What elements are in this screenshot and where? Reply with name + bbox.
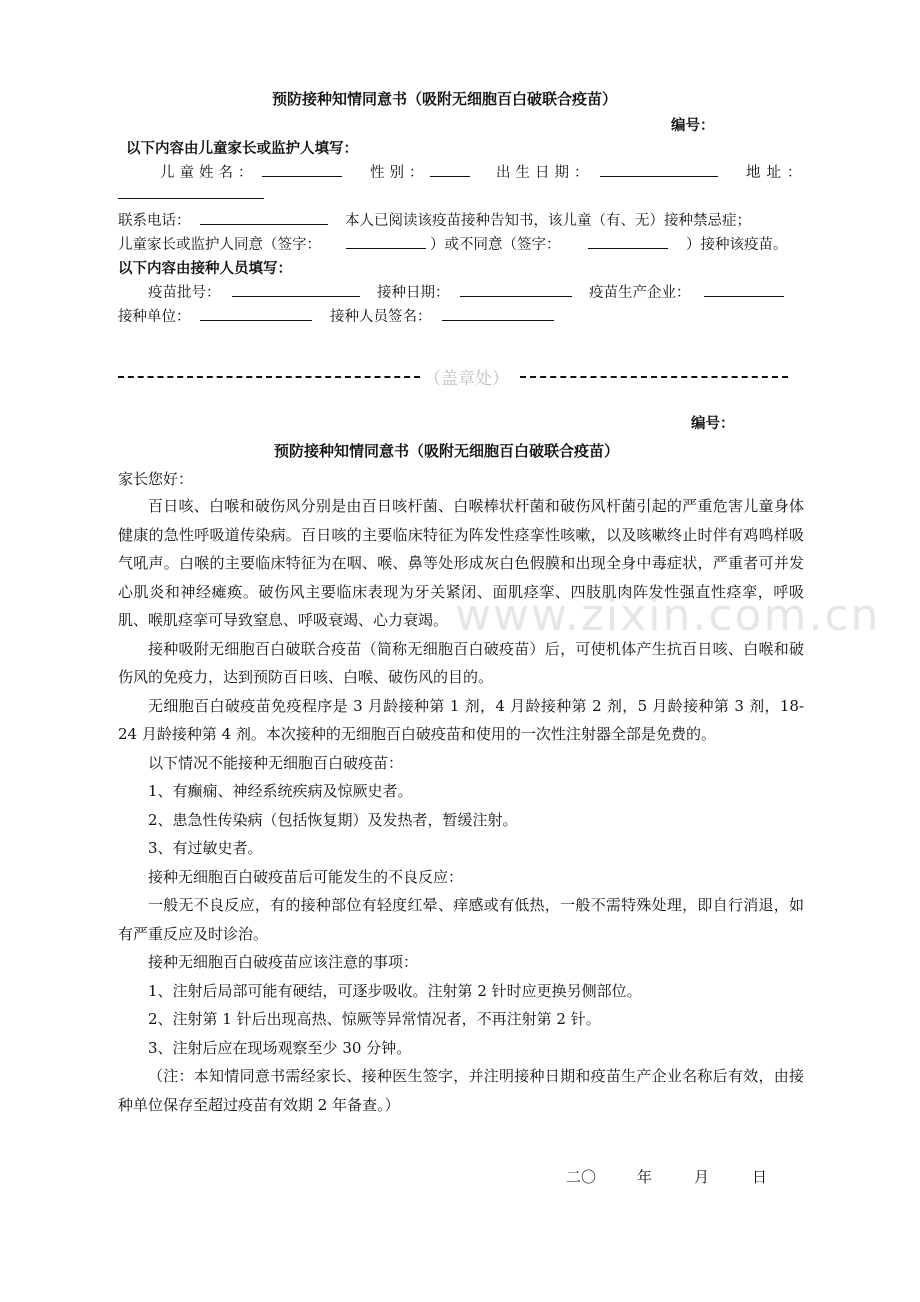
- consent-prefix: 儿童家长或监护人同意（签字：: [118, 237, 321, 253]
- date-year-prefix: 二〇: [566, 1168, 597, 1186]
- birth-date-label: 出生日期：: [496, 165, 594, 181]
- stamp-area: （盖章处）: [424, 369, 509, 389]
- notice-title: 预防接种知情同意书（吸附无细胞百白破联合疫苗）: [274, 442, 620, 460]
- staff-section-heading: 以下内容由接种人员填写：: [118, 260, 292, 277]
- date-day: 日: [752, 1168, 768, 1186]
- phone-label: 联系电话：: [118, 213, 191, 229]
- batch-field[interactable]: [232, 282, 360, 297]
- batch-label: 疫苗批号：: [148, 285, 221, 301]
- contraindication-item: 3、有过敏史者。: [148, 839, 263, 857]
- consent-suffix: ）接种该疫苗。: [686, 237, 788, 253]
- paragraph-reactions-heading: 接种无细胞百白破疫苗后可能发生的不良反应：: [148, 867, 464, 886]
- unit-field[interactable]: [200, 306, 312, 321]
- date-year: 年: [637, 1168, 653, 1186]
- consent-middle: ）或不同意（签字：: [430, 237, 561, 253]
- notice-body: [118, 492, 804, 1119]
- consent-signature-field[interactable]: [346, 234, 426, 249]
- form-number-label: 编号：: [671, 117, 715, 134]
- phone-field[interactable]: [200, 210, 328, 225]
- child-name-label: 儿童姓名：: [160, 165, 258, 181]
- vaccination-date-label: 接种日期：: [377, 285, 450, 301]
- contraindication-item: 2、患急性传染病（包括恢复期）及发热者，暂缓注射。: [148, 810, 518, 829]
- precaution-item: 3、注射后应在现场观察至少 30 分钟。: [148, 1038, 412, 1057]
- paragraph-precautions-heading: 接种无细胞百白破疫苗应该注意的事项：: [148, 953, 419, 971]
- staff-signature-field[interactable]: [442, 306, 554, 321]
- greeting: 家长您好：: [118, 470, 194, 488]
- birth-date-field[interactable]: [600, 162, 718, 177]
- guardian-section-heading: 以下内容由儿童家长或监护人填写：: [126, 140, 358, 157]
- unit-label: 接种单位：: [118, 309, 191, 325]
- vaccination-date-field[interactable]: [460, 282, 572, 297]
- notice-number-label: 编号：: [691, 415, 735, 432]
- contraindication-item: 1、有癫痫、神经系统疾病及惊厥史者。: [148, 782, 413, 800]
- manufacturer-field[interactable]: [704, 282, 784, 297]
- paragraph-reactions: 一般无不良反应，有的接种部位有轻度红晕、痒感或有低热，一般不需特殊处理，即自行消退，如有严重反应及时诊治。: [118, 896, 804, 943]
- child-name-field[interactable]: [262, 162, 342, 177]
- tear-line-right: [520, 376, 788, 378]
- address-label: 地址：: [746, 165, 808, 181]
- paragraph-schedule: 无细胞百白破疫苗免疫程序是 3 月龄接种第 1 剂，4 月龄接种第 2 剂，5 月龄接种第 3 剂，18-24 月龄接种第 4 剂。本次接种的无细胞百白破疫苗和使用的一次性注射器全部是免费的。: [118, 696, 804, 743]
- form-title: 预防接种知情同意书（吸附无细胞百白破联合疫苗）: [272, 90, 618, 108]
- tear-line-left: [118, 376, 420, 378]
- manufacturer-label: 疫苗生产企业：: [589, 285, 691, 301]
- watermark: www.zixin.com.cn: [455, 590, 881, 641]
- read-statement: 本人已阅读该疫苗接种告知书，该儿童（有、无）接种禁忌症；: [345, 213, 751, 229]
- paragraph-purpose: 接种吸附无细胞百白破联合疫苗（简称无细胞百白破疫苗）后，可使机体产生抗百日咳、白喉和破伤风的免疫力，达到预防百日咳、白喉、破伤风的目的。: [118, 639, 804, 686]
- precaution-item: 2、注射第 1 针后出现高热、惊厥等异常情况者，不再注射第 2 针。: [148, 1010, 601, 1028]
- staff-signature-label: 接种人员签名：: [330, 309, 432, 325]
- paragraph-note: （注：本知情同意书需经家长、接种医生签字，并注明接种日期和疫苗生产企业名称后有效，由接种单位保存至超过疫苗有效期 2 年备查。）: [118, 1067, 804, 1114]
- address-field[interactable]: [118, 184, 264, 199]
- date-month: 月: [694, 1168, 710, 1186]
- gender-label: 性别：: [370, 165, 429, 181]
- precaution-item: 1、注射后局部可能有硬结，可逐步吸收。注射第 2 针时应更换另侧部位。: [148, 981, 642, 1000]
- paragraph-contraindications-heading: 以下情况不能接种无细胞百白破疫苗：: [148, 753, 404, 772]
- gender-field[interactable]: [430, 162, 470, 177]
- refusal-signature-field[interactable]: [588, 234, 668, 249]
- paragraph-diseases: 百日咳、白喉和破伤风分别是由百日咳杆菌、白喉棒状杆菌和破伤风杆菌引起的严重危害儿童身体健康的急性呼吸道传染病。百日咳的主要临床特征为阵发性痉挛性咳嗽，以及咳嗽终止时伴有鸡鸣样吸气吼声。白喉的主要临床特征为在咽、喉、鼻等处形成灰白色假膜和出现全身中毒症状，严重者可并发心肌炎和神经瘫痪。破伤风主要临床表现为牙关紧闭、面肌痉挛、四肢肌肉阵发性强直性痉挛，呼吸肌、喉肌痉挛可导致窒息、呼吸衰竭、心力衰竭。: [118, 497, 804, 629]
